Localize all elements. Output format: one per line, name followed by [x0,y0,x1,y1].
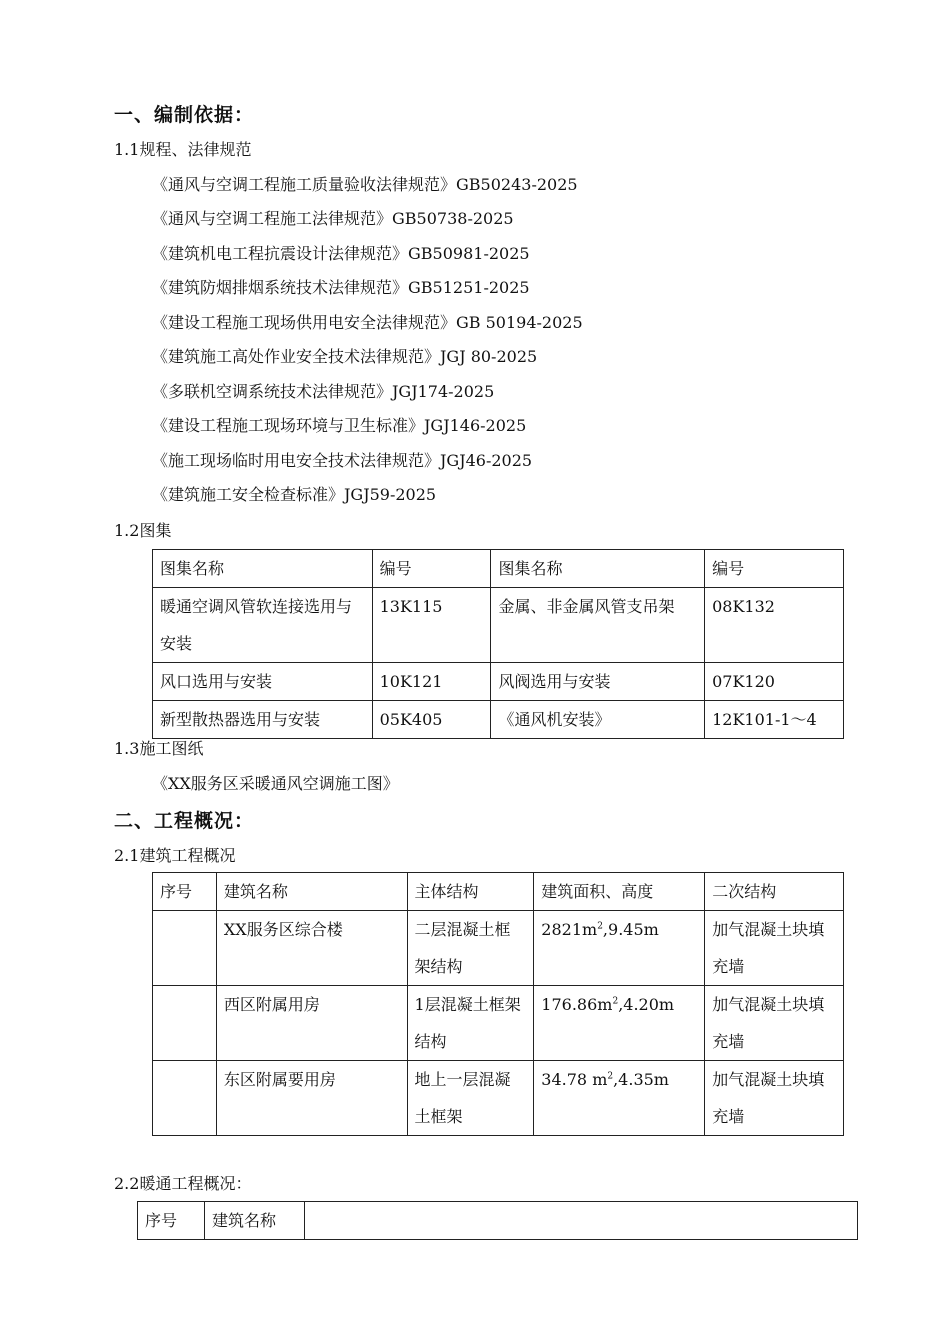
section-1-title: 一、编制依据： [114,104,255,126]
table-row [153,701,844,739]
table-header-row [138,1202,858,1240]
table-header-cell: 二次结构 [705,873,844,911]
area-height-cell: 34.78 $m^2,4.35m$ [534,1061,705,1136]
table-cell: 暖通空调风管软连接选用与安装 [153,588,373,663]
building-name-cell: 西区附属用房 [216,986,407,1061]
reference-item: 《多联机空调系统技术法律规范》JGJ174-2025 [152,382,495,401]
building-name-cell: XX服务区综合楼 [216,911,407,986]
table-header-row [153,873,844,911]
table-cell: 07K120 [705,663,844,701]
reference-item: 《建设工程施工现场供用电安全法律规范》GB 50194-2025 [152,313,583,332]
table-header-cell: 编号 [372,550,491,588]
reference-item: 《通风与空调工程施工法律规范》GB50738-2025 [152,209,514,228]
table-cell: 12K101-1～4 [705,701,844,739]
table-cell: 风阀选用与安装 [491,663,705,701]
table-cell: 05K405 [372,701,491,739]
table-header-cell: 序号 [153,873,217,911]
section-1-2-heading: 1.2图集 [114,521,172,540]
hvac-overview-table [137,1201,858,1240]
table-header-cell: 图集名称 [153,550,373,588]
table-row [153,1061,844,1136]
secondary-structure-cell: 加气混凝土块填充墙 [705,1061,844,1136]
table-cell: 《通风机安装》 [491,701,705,739]
table-header-cell: 建筑名称 [216,873,407,911]
building-name-cell: 东区附属要用房 [216,1061,407,1136]
area-height-cell: $176.86m^2,4.20m$ [534,986,705,1061]
row-number-cell [153,911,217,986]
table-cell: 08K132 [705,588,844,663]
reference-item: 《建筑施工高处作业安全技术法律规范》JGJ 80-2025 [152,347,538,366]
table-header-cell: 建筑名称 [204,1202,304,1240]
table-cell: 新型散热器选用与安装 [153,701,373,739]
reference-item: 《建筑施工安全检查标准》JGJ59-2025 [152,485,437,504]
main-structure-cell: 地上一层混凝土框架 [407,1061,534,1136]
building-overview-table [152,872,844,1136]
reference-item: 《建筑机电工程抗震设计法律规范》GB50981-2025 [152,244,530,263]
section-2-title: 二、工程概况： [114,810,255,832]
table-cell: 13K115 [372,588,491,663]
table-cell: 风口选用与安装 [153,663,373,701]
reference-item: 《通风与空调工程施工质量验收法律规范》GB50243-2025 [152,175,578,194]
reference-item: 《建筑防烟排烟系统技术法律规范》GB51251-2025 [152,278,530,297]
main-structure-cell: 1层混凝土框架结构 [407,986,534,1061]
table-row [153,911,844,986]
row-number-cell [153,986,217,1061]
secondary-structure-cell: 加气混凝土块填充墙 [705,911,844,986]
table-row [153,588,844,663]
section-2-2-heading: 2.2暖通工程概况： [114,1174,252,1193]
section-1-3-heading: 1.3施工图纸 [114,739,204,758]
table-header-cell: 序号 [138,1202,205,1240]
drawing-title: 《XX服务区采暖通风空调施工图》 [152,774,399,793]
atlas-table [152,549,844,739]
table-cell: 金属、非金属风管支吊架 [491,588,705,663]
reference-item: 《施工现场临时用电安全技术法律规范》JGJ46-2025 [152,451,533,470]
section-2-1-heading: 2.1建筑工程概况 [114,846,236,865]
secondary-structure-cell: 加气混凝土块填充墙 [705,986,844,1061]
row-number-cell [153,1061,217,1136]
table-row [153,663,844,701]
reference-item: 《建设工程施工现场环境与卫生标准》JGJ146-2025 [152,416,527,435]
section-1-1-heading: 1.1规程、法律规范 [114,140,252,159]
table-header-cell: 建筑面积、高度 [534,873,705,911]
area-height-cell: $2821m^2,9.45m$ [534,911,705,986]
table-row [153,986,844,1061]
table-cell: 10K121 [372,663,491,701]
table-header-row [153,550,844,588]
table-header-cell: 主体结构 [407,873,534,911]
table-header-cell: 编号 [705,550,844,588]
table-header-cell: 图集名称 [491,550,705,588]
main-structure-cell: 二层混凝土框架结构 [407,911,534,986]
table-header-cell [304,1202,857,1240]
